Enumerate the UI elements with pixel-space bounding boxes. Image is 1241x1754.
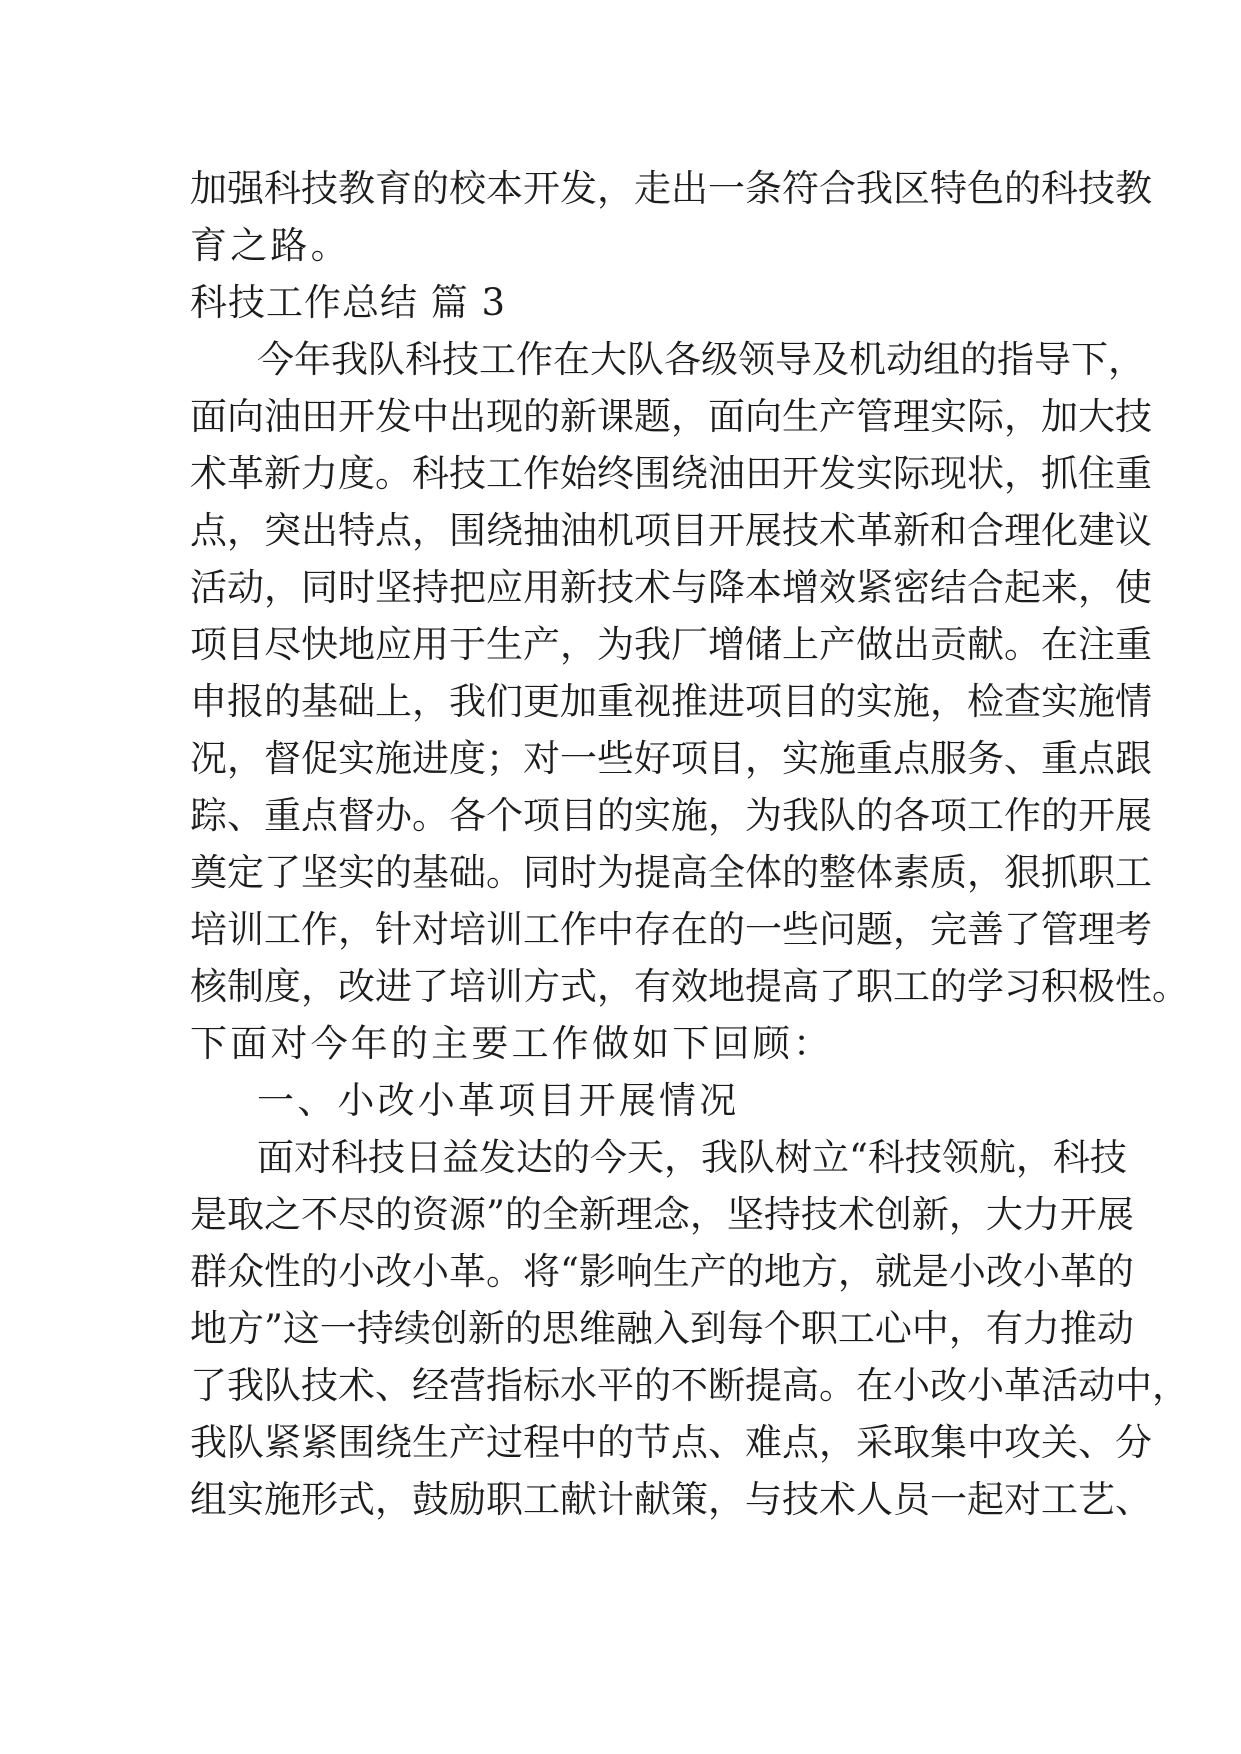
body-line: 是取之不尽的资源”的全新理念，坚持技术创新，大力开展 [190, 1193, 1134, 1236]
body-line: 育之路。 [190, 224, 351, 267]
body-line: 地方”这一持续创新的思维融入到每个职工心中，有力推动 [190, 1307, 1134, 1350]
document-body [190, 160, 1189, 1528]
body-line: 踪、重点督办。各个项目的实施，为我队的各项工作的开展 [190, 794, 1152, 837]
section-heading: 科技工作总结 篇 3 [190, 281, 507, 324]
body-line: 活动，同时坚持把应用新技术与降本增效紧密结合起来，使 [190, 566, 1152, 609]
body-line: 况，督促实施进度；对一些好项目，实施重点服务、重点跟 [190, 737, 1152, 780]
body-line: 申报的基础上，我们更加重视推进项目的实施，检查实施情 [190, 680, 1152, 723]
body-line: 面向油田开发中出现的新课题，面向生产管理实际，加大技 [190, 395, 1152, 438]
body-line: 项目尽快地应用于生产，为我厂增储上产做出贡献。在注重 [190, 623, 1152, 666]
body-line: 培训工作，针对培训工作中存在的一些问题，完善了管理考 [190, 908, 1152, 951]
body-line: 了我队技术、经营指标水平的不断提高。在小改小革活动中， [190, 1364, 1189, 1407]
body-line: 加强科技教育的校本开发，走出一条符合我区特色的科技教 [190, 167, 1152, 210]
subsection-heading: 一、小改小革项目开展情况 [257, 1079, 740, 1122]
paragraph-first-line: 今年我队科技工作在大队各级领导及机动组的指导下， [257, 338, 1145, 381]
body-line: 点，突出特点，围绕抽油机项目开展技术革新和合理化建议 [190, 509, 1152, 552]
body-line: 术革新力度。科技工作始终围绕油田开发实际现状，抓住重 [190, 452, 1152, 495]
body-line: 我队紧紧围绕生产过程中的节点、难点，采取集中攻关、分 [190, 1421, 1152, 1464]
body-line: 下面对今年的主要工作做如下回顾： [190, 1022, 834, 1065]
body-line: 群众性的小改小革。将“影响生产的地方，就是小改小革的 [190, 1250, 1134, 1293]
body-line: 组实施形式，鼓励职工献计献策，与技术人员一起对工艺、 [190, 1478, 1152, 1521]
body-line: 核制度，改进了培训方式，有效地提高了职工的学习积极性。 [190, 965, 1189, 1008]
body-line: 奠定了坚实的基础。同时为提高全体的整体素质，狠抓职工 [190, 851, 1152, 894]
paragraph-first-line: 面对科技日益发达的今天，我队树立“科技领航，科技 [257, 1136, 1127, 1179]
